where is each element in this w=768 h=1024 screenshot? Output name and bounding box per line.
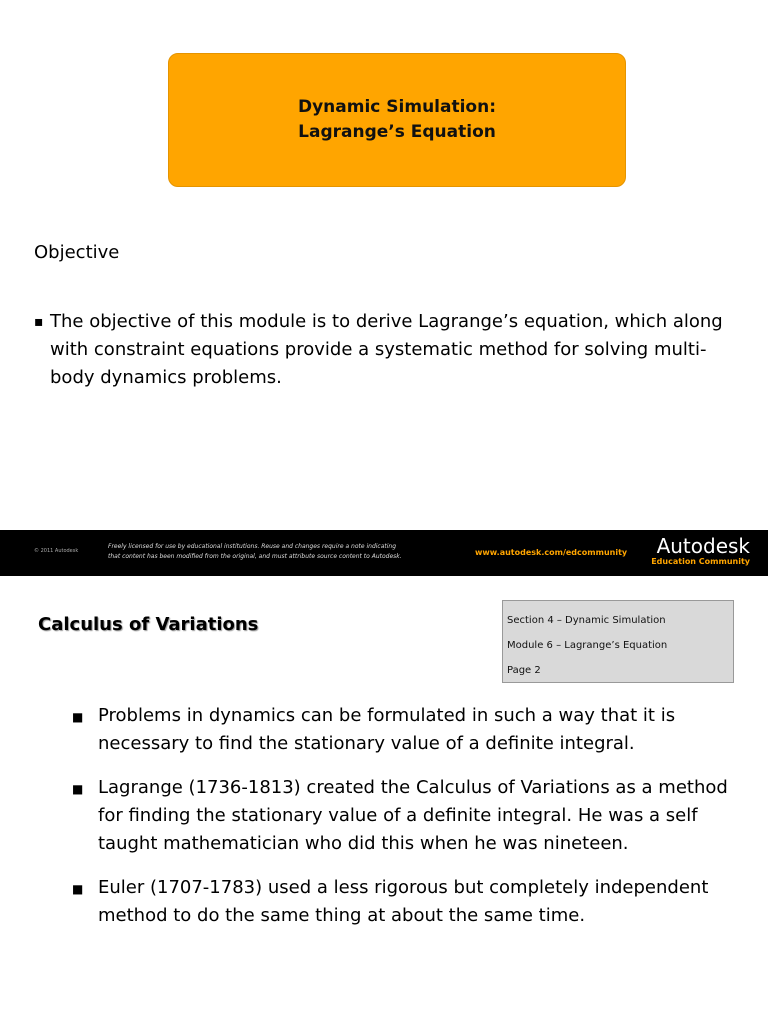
title-line-2: Lagrange’s Equation: [298, 122, 496, 142]
objective-bullet: [34, 308, 734, 392]
license-line-2: that content has been modified from the original, and must attribute source content to Autodesk.: [108, 553, 402, 560]
list-item-text: Problems in dynamics can be formulated in such a way that it is necessary to find the stationary value of a definite integral.: [98, 705, 676, 754]
bullet-marker: ■: [72, 782, 84, 796]
brand-name: Autodesk: [656, 534, 750, 558]
info-module: Module 6 – Lagrange’s Equation: [507, 640, 668, 651]
bullet-marker: ▪: [34, 314, 44, 330]
footer-bar: [0, 530, 768, 576]
title-line-1: Dynamic Simulation:: [297, 97, 497, 117]
list-item-text: Euler (1707-1783) used a less rigorous but completely independent method to do the same thing at about the same time.: [98, 877, 709, 926]
list-item-text: Lagrange (1736-1813) created the Calculus of Variations as a method for finding the stationary value of a definite integral. He was a self taught mathematician who did this when he was nineteen.: [98, 777, 728, 854]
objective-text: The objective of this module is to derive Lagrange’s equation, which along with constraint equations provide a systematic method for solving multi-body dynamics problems.: [50, 311, 723, 388]
community-link[interactable]: www.autodesk.com/edcommunity: [475, 548, 628, 557]
bullet-marker: ■: [72, 882, 84, 896]
autodesk-logo: [645, 535, 750, 566]
info-box: [502, 600, 734, 683]
list-item: [72, 774, 732, 858]
info-page: Page 2: [507, 665, 541, 676]
list-item: [72, 702, 732, 758]
license-text: [108, 542, 468, 562]
bullet-marker: ■: [72, 710, 84, 724]
brand-subtitle: Education Community: [651, 557, 750, 566]
page-title: Calculus of Variations: [38, 614, 259, 635]
info-section: Section 4 – Dynamic Simulation: [507, 615, 666, 626]
list-item: [72, 874, 732, 930]
license-line-1: Freely licensed for use by educational institutions. Reuse and changes require a note indicating: [108, 543, 397, 550]
bullet-list: [72, 702, 732, 946]
title-box: [168, 53, 626, 187]
objective-heading: Objective: [34, 242, 120, 263]
copyright-text: © 2011 Autodesk: [34, 548, 79, 554]
slide-calculus-of-variations: [0, 576, 768, 1024]
